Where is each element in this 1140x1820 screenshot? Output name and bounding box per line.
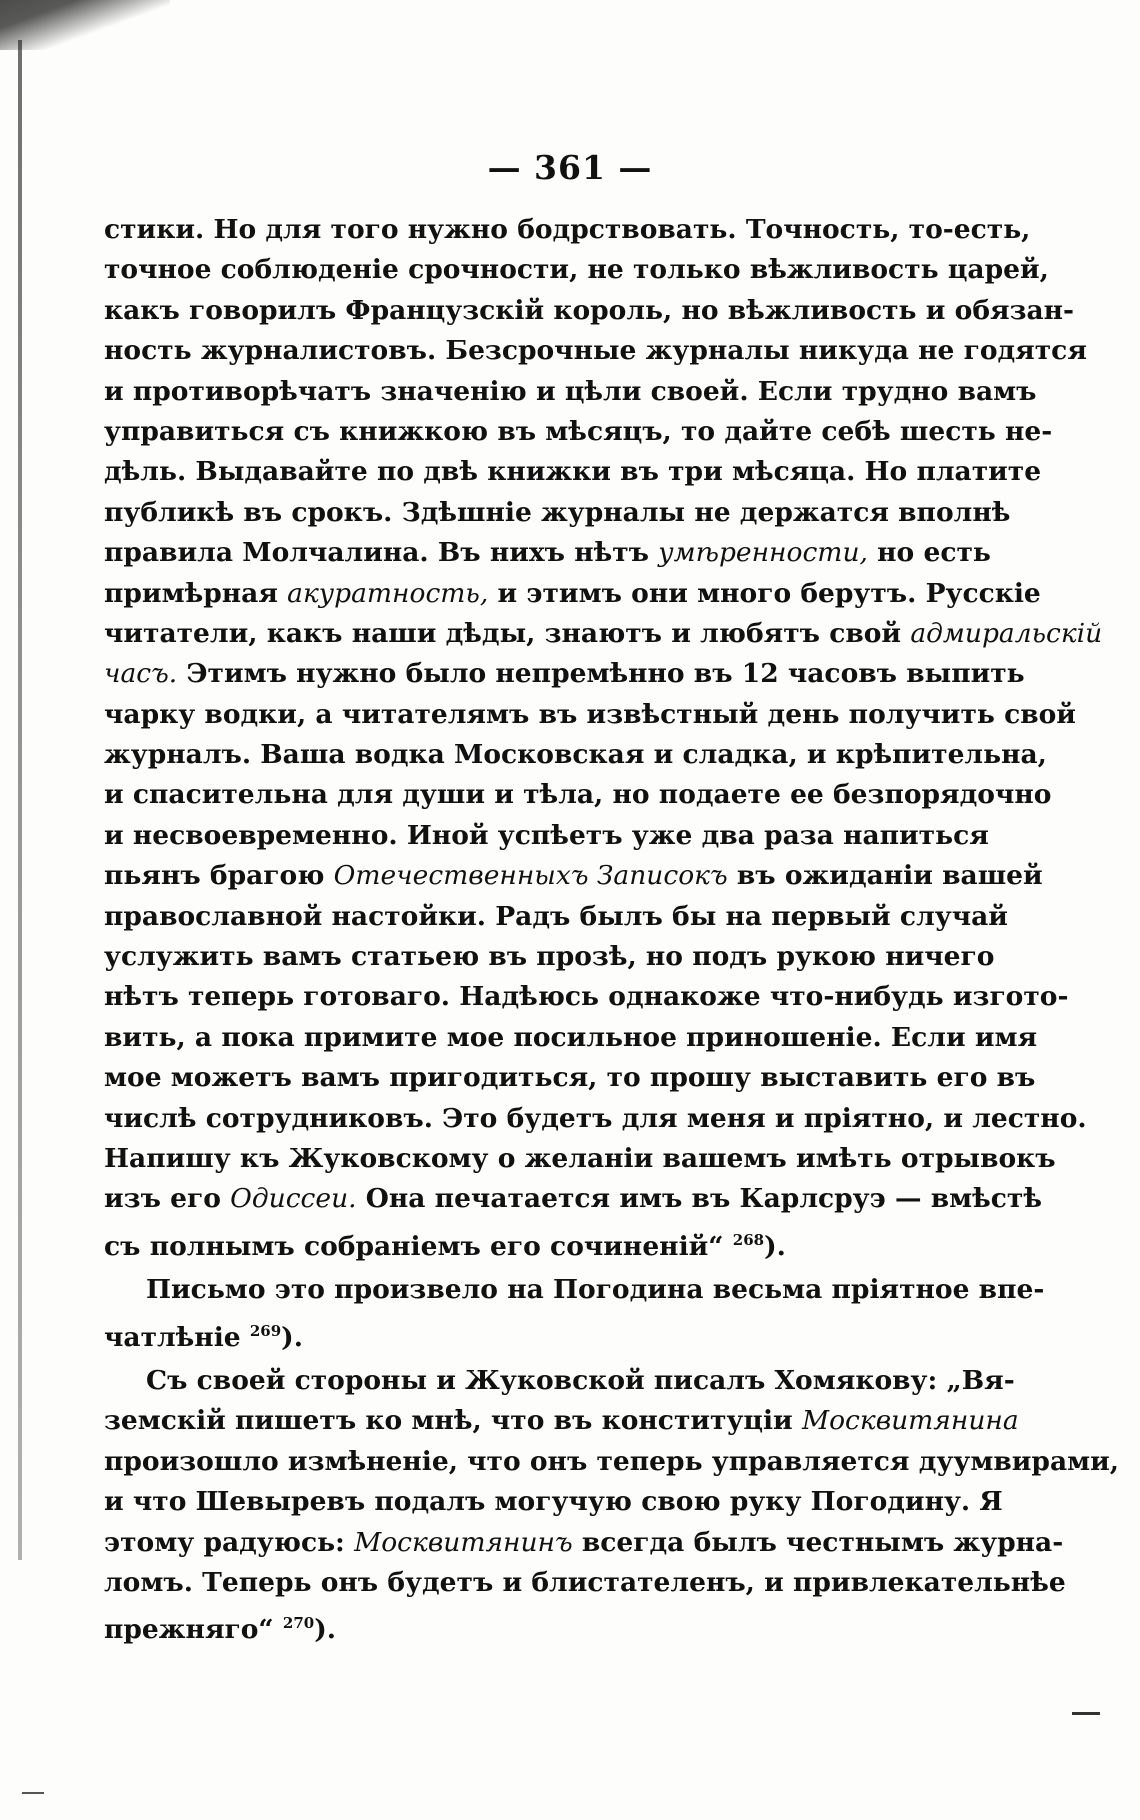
text-run: Этимъ нужно было непремѣнно въ 12 часовъ выпить [177,658,1025,690]
italic-run: акуратность, [287,577,489,609]
page-number: — 361 — [487,148,653,187]
text-line: и противорѣчатъ значенію и цѣли своей. Если трудно вамъ [104,375,1037,407]
text-line: Съ своей стороны и Жуковской писалъ Хомякову: „Вя- [146,1364,1015,1396]
paragraph-letter-quote [104,210,1103,1262]
text-line: и спасительна для души и тѣла, но подаете ее безпорядочно [104,779,1052,811]
text-run: ). [314,1614,336,1646]
text-run: читатели, какъ наши дѣды, знаютъ и любятъ свой [104,617,911,649]
text-line [104,1401,1019,1441]
text-run: примѣрная [104,577,288,609]
text-line: числѣ сотрудниковъ. Это будетъ для меня и пріятно, и лестно. [104,1102,1087,1134]
text-run: прежняго“ [104,1614,283,1646]
text-line: журналъ. Ваша водка Московская и сладка, и крѣпительна, [104,739,1047,771]
paragraph-pogodin [104,1270,1045,1353]
text-line [104,574,1041,614]
text-line [104,1603,982,1646]
text-line [104,1220,982,1260]
text-line [104,533,991,573]
text-line: нѣтъ теперь готоваго. Надѣюсь однакоже что-нибудь изгото- [104,981,1069,1013]
text-line: и несвоевременно. Иной успѣетъ уже два раза напиться [104,819,989,851]
text-line: публикѣ въ срокъ. Здѣшніе журналы не держатся вполнѣ [104,496,1011,528]
text-line [104,1523,1064,1563]
text-run: ). [281,1321,303,1353]
text-line [104,614,1103,654]
text-line: чарку водки, а читателямъ въ извѣстный день получить свой [104,698,1076,730]
text-line: стики. Но для того нужно бодрствовать. Точность, то-есть, [104,214,1031,245]
italic-run: умѣренности, [658,537,868,569]
text-run: въ ожиданіи вашей [727,860,1043,892]
text-line [104,1179,1042,1219]
paragraph-zhukovsky [104,1361,1120,1646]
text-run: этому радуюсь: [104,1526,355,1558]
text-run: ). [764,1230,786,1262]
text-line [104,1311,982,1351]
scan-corner-mark [0,0,170,50]
italic-run: часъ. [104,658,178,690]
text-run: съ полнымъ собраніемъ его сочиненій“ [104,1230,733,1262]
text-run: чатлѣніе [104,1321,250,1353]
text-line: какъ говорилъ Французскій король, но вѣжливость и обязан- [104,294,1075,326]
italic-run: Одиссеи. [230,1183,357,1215]
italic-run: Отечественныхъ Записокъ [333,860,728,892]
text-line: управиться съ книжкою въ мѣсяцъ, то дайте себѣ шесть не- [104,415,1053,447]
footnote-ref: 270 [282,1614,315,1633]
text-line: ломъ. Теперь онъ будетъ и блистателенъ, и привлекательнѣе [104,1566,1066,1598]
text-line [104,654,1025,694]
text-line: православной настойки. Радъ былъ бы на первый случай [104,900,1008,932]
footnote-ref: 269 [249,1321,282,1340]
text-line: Письмо это произвело на Погодина весьма пріятное впе- [146,1274,1045,1306]
text-line: Напишу къ Жуковскому о желаніи вашемъ имѣть отрывокъ [104,1142,1056,1174]
scan-page-edge [18,40,22,1560]
footnote-ref: 268 [732,1230,765,1249]
text-run: пьянъ брагою [104,860,334,892]
text-line: мое можетъ вамъ пригодиться, то прошу выставить его въ [104,1062,1036,1094]
text-line: услужить вамъ статьею въ прозѣ, но подъ рукою ничего [104,941,995,973]
text-line: и что Шевыревъ подалъ могучую свою руку Погодину. Я [104,1486,1003,1518]
text-line: вить, а пока примите мое посильное приношеніе. Если имя [104,1021,1038,1053]
scan-bottom-left-mark [22,1792,44,1794]
text-run: Она печатается имъ въ Карлсруэ — вмѣстѣ [356,1183,1042,1215]
italic-run: Москвитянинъ [354,1526,573,1558]
scan-bottom-mark [1072,1712,1100,1715]
text-line: точное соблюденіе срочности, не только вѣжливость царей, [104,254,1049,286]
text-run: и этимъ они много берутъ. Русскіе [488,577,1041,609]
text-line [104,856,1043,896]
italic-run: адмиральскій [910,617,1103,649]
italic-run: Москвитянина [801,1405,1019,1437]
text-line: произошло измѣненіе, что онъ теперь управляется дуумвирами, [104,1445,1120,1477]
text-run: но есть [867,537,991,569]
text-line: ность журналистовъ. Безсрочные журналы никуда не годятся [104,335,1087,367]
text-run: изъ его [104,1183,231,1215]
text-run: всегда былъ честнымъ журна- [572,1526,1064,1558]
body-text [104,210,1120,1646]
text-run: земскій пишетъ ко мнѣ, что въ конституціи [104,1405,802,1437]
text-line: дѣль. Выдавайте по двѣ книжки въ три мѣсяца. Но платите [104,456,1042,488]
text-run: правила Молчалина. Въ нихъ нѣтъ [104,537,659,569]
